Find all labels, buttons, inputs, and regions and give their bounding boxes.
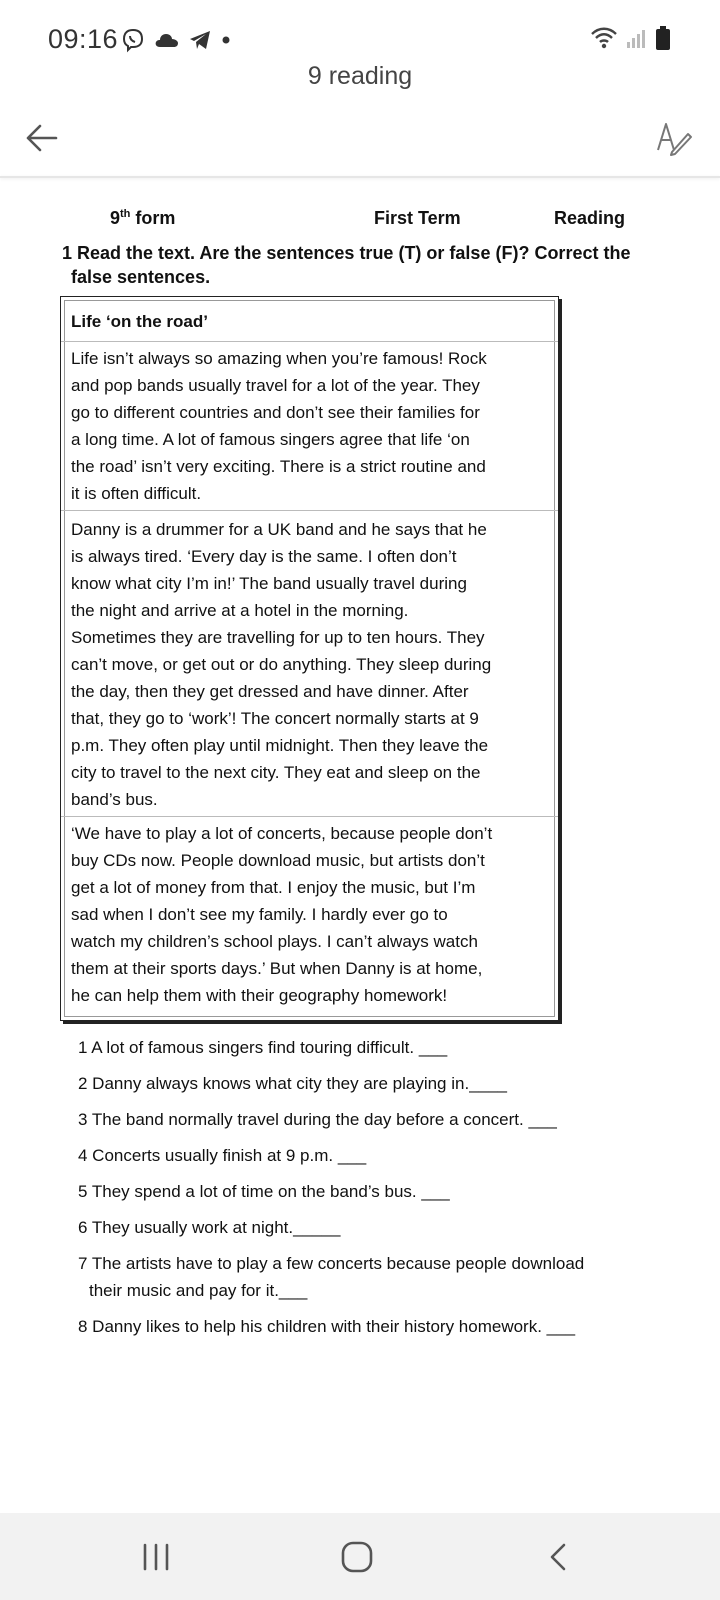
header-term: First Term bbox=[374, 208, 461, 228]
question-item: 2 Danny always knows what city they are playing in.____ bbox=[78, 1074, 508, 1093]
more-notifications-dot-icon bbox=[220, 34, 232, 46]
recent-apps-icon bbox=[136, 1537, 176, 1577]
paragraph-line: is always tired. ‘Every day is the same. I often don’t bbox=[71, 547, 457, 566]
paragraph-line: a long time. A lot of famous singers agree that life ‘on bbox=[71, 430, 470, 449]
system-icons bbox=[590, 26, 670, 50]
question-item: 3 The band normally travel during the day before a concert. ___ bbox=[78, 1110, 557, 1129]
paragraph-line: the road’ isn’t very exciting. There is a strict routine and bbox=[71, 457, 486, 476]
text-title: Life ‘on the road’ bbox=[71, 312, 208, 331]
question-line-2: their music and pay for it.___ bbox=[89, 1281, 308, 1300]
divider bbox=[61, 341, 558, 342]
question-item: 8 Danny likes to help his children with their history homework. ___ bbox=[78, 1317, 576, 1336]
paragraph-2 bbox=[71, 516, 511, 813]
paragraph-line: sad when I don’t see my family. I hardly ever go to bbox=[71, 905, 448, 924]
signal-icon bbox=[626, 27, 648, 49]
divider bbox=[61, 510, 558, 511]
paragraph-line: band’s bus. bbox=[71, 790, 158, 809]
annotate-button[interactable] bbox=[654, 118, 694, 158]
paragraph-line: that, they go to ‘work’! The concert normally starts at 9 bbox=[71, 709, 479, 728]
navigation-bar bbox=[0, 1513, 720, 1600]
system-back-button[interactable] bbox=[540, 1537, 580, 1577]
question-item: 1 A lot of famous singers find touring difficult. ___ bbox=[78, 1038, 448, 1057]
paragraph-line: the night and arrive at a hotel in the morning. bbox=[71, 601, 409, 620]
paragraph-line: city to travel to the next city. They eat and sleep on the bbox=[71, 763, 481, 782]
chevron-left-icon bbox=[540, 1537, 580, 1577]
paragraph-line: it is often difficult. bbox=[71, 484, 202, 503]
home-icon bbox=[337, 1537, 377, 1577]
reading-text-box bbox=[60, 296, 559, 1021]
paragraph-line: and pop bands usually travel for a lot of the year. They bbox=[71, 376, 480, 395]
header-form-superscript: th bbox=[120, 208, 131, 220]
header-form-number: 9 bbox=[110, 208, 121, 228]
task-line-2: false sentences. bbox=[71, 267, 211, 287]
paragraph-line: know what city I’m in!’ The band usually travel during bbox=[71, 574, 467, 593]
header-form bbox=[110, 208, 175, 229]
viber-icon bbox=[120, 27, 146, 53]
arrow-left-icon bbox=[22, 118, 62, 158]
battery-icon bbox=[656, 26, 670, 50]
divider bbox=[61, 816, 558, 817]
paragraph-line: get a lot of money from that. I enjoy the music, but I’m bbox=[71, 878, 476, 897]
question-item: 4 Concerts usually finish at 9 p.m. ___ bbox=[78, 1146, 367, 1165]
header-subject: Reading bbox=[554, 208, 626, 228]
home-button[interactable] bbox=[337, 1537, 377, 1577]
question-item bbox=[78, 1250, 584, 1304]
cloud-icon bbox=[154, 30, 180, 50]
paragraph-line: the day, then they get dressed and have dinner. After bbox=[71, 682, 469, 701]
question-item: 6 They usually work at night._____ bbox=[78, 1218, 341, 1237]
paragraph-line: them at their sports days.’ But when Danny is at home, bbox=[71, 959, 483, 978]
paragraph-line: go to different countries and don’t see their families for bbox=[71, 403, 480, 422]
paragraph-line: Life isn’t always so amazing when you’re famous! Rock bbox=[71, 349, 487, 368]
telegram-icon bbox=[188, 29, 212, 51]
paragraph-line: can’t move, or get out or do anything. They sleep during bbox=[71, 655, 492, 674]
back-button[interactable] bbox=[22, 118, 62, 158]
header-form-word: form bbox=[135, 208, 176, 228]
task-instruction bbox=[62, 241, 662, 289]
paragraph-line: Danny is a drummer for a UK band and he says that he bbox=[71, 520, 487, 539]
wifi-icon bbox=[590, 26, 618, 50]
paragraph-line: Sometimes they are travelling for up to ten hours. They bbox=[71, 628, 485, 647]
document-title: 9 reading bbox=[307, 62, 413, 90]
paragraph-1 bbox=[71, 345, 511, 507]
paragraph-line: p.m. They often play until midnight. Then they leave the bbox=[71, 736, 489, 755]
paragraph-line: he can help them with their geography homework! bbox=[71, 986, 448, 1005]
question-line-1: 7 The artists have to play a few concerts because people download bbox=[78, 1254, 585, 1273]
task-line-1: 1 Read the text. Are the sentences true (T) or false (F)? Correct the bbox=[62, 243, 631, 263]
paragraph-line: ‘We have to play a lot of concerts, because people don’t bbox=[71, 824, 493, 843]
status-time: 09:16 bbox=[48, 24, 119, 54]
paragraph-line: buy CDs now. People download music, but artists don’t bbox=[71, 851, 485, 870]
question-item: 5 They spend a lot of time on the band’s bus. ___ bbox=[78, 1182, 450, 1201]
pen-edit-icon bbox=[654, 118, 694, 158]
notification-icons bbox=[120, 26, 232, 54]
paragraph-3 bbox=[71, 820, 511, 1009]
paragraph-line: watch my children’s school plays. I can’t always watch bbox=[71, 932, 478, 951]
document-page bbox=[0, 178, 720, 1513]
recent-apps-button[interactable] bbox=[136, 1537, 176, 1577]
